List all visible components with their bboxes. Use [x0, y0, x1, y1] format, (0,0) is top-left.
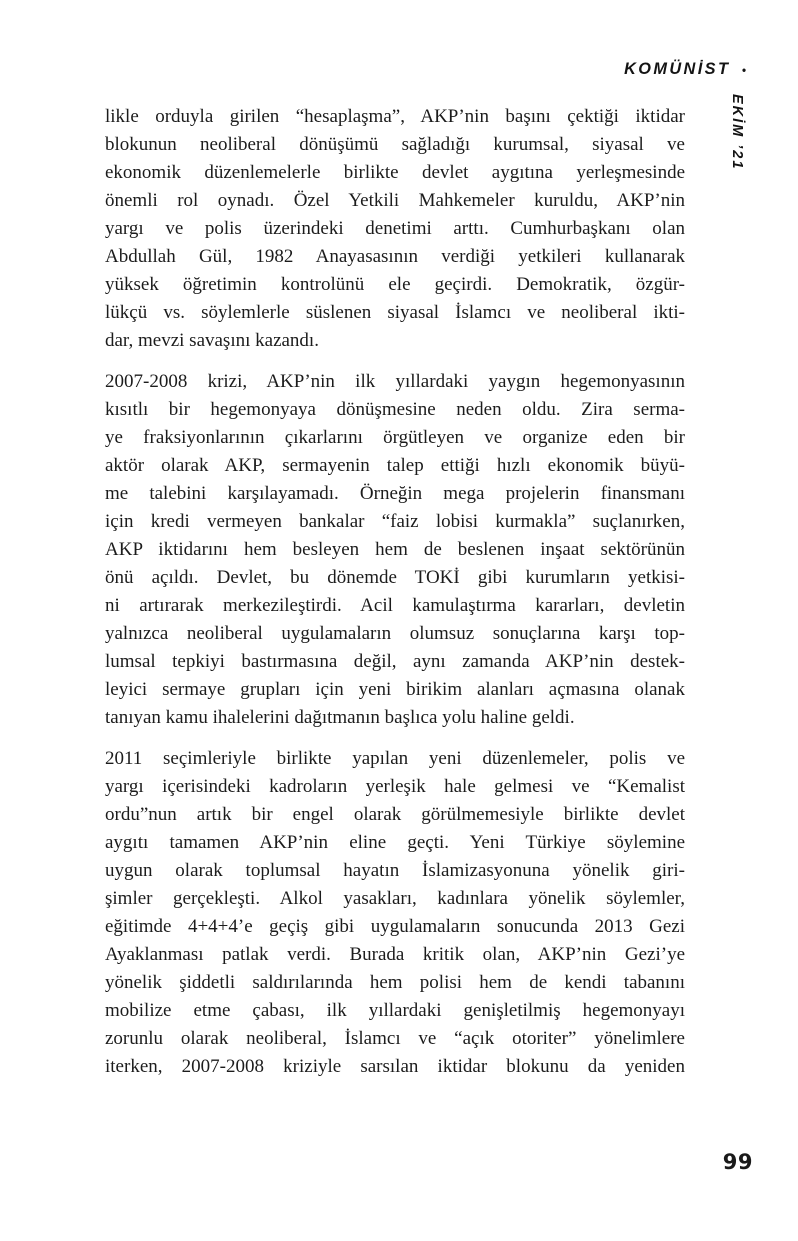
text-line: yargı ve polis üzerindeki denetimi arttı. Cumhurbaşkanı olan: [105, 218, 685, 239]
paragraph: [105, 745, 685, 1081]
paragraph: [105, 368, 685, 732]
text-line: ye fraksiyonlarının çıkarlarını örgütleyen ve organize eden bir: [105, 427, 685, 448]
text-line: Ayaklanması patlak verdi. Burada kritik olan, AKP’nin Gezi’ye: [105, 944, 685, 965]
text-line: önemli rol oynadı. Özel Yetkili Mahkemeler kuruldu, AKP’nin: [105, 190, 685, 211]
text-line: blokunun neoliberal dönüşümü sağladığı kurumsal, siyasal ve: [105, 134, 685, 155]
text-line: AKP iktidarını hem besleyen hem de beslenen inşaat sektörünün: [105, 539, 685, 560]
text-line: şimler gerçekleşti. Alkol yasakları, kadınlara yönelik söylemler,: [105, 888, 685, 909]
text-line: 2007-2008 krizi, AKP’nin ilk yıllardaki yaygın hegemonyasının: [105, 371, 685, 392]
issue-label: EKİM ’21: [729, 94, 745, 171]
text-line: eğitimde 4+4+4’e geçiş gibi uygulamaların sonucunda 2013 Gezi: [105, 916, 685, 937]
text-line: için kredi vermeyen bankalar “faiz lobisi kurmakla” suçlanırken,: [105, 511, 685, 532]
text-line: yönelik şiddetli saldırılarında hem polisi hem de kendi tabanını: [105, 972, 685, 993]
text-line: Abdullah Gül, 1982 Anayasasının verdiği yetkileri kullanarak: [105, 246, 685, 267]
text-line: önü açıldı. Devlet, bu dönemde TOKİ gibi kurumların yetkisi-: [105, 567, 685, 588]
text-line: ekonomik düzenlemelerle birlikte devlet aygıtına yerleşmesinde: [105, 162, 685, 183]
text-line: kısıtlı bir hegemonyaya dönüşmesine neden oldu. Zira serma-: [105, 399, 685, 420]
text-line: me talebini karşılayamadı. Örneğin mega projelerin finansmanı: [105, 483, 685, 504]
text-line: dar, mevzi savaşını kazandı.: [105, 330, 319, 351]
text-line: yargı içerisindeki kadroların yerleşik hale gelmesi ve “Kemalist: [105, 776, 685, 797]
text-line: lumsal tepkiyi bastırmasına değil, aynı zamanda AKP’nin destek-: [105, 651, 685, 672]
running-head: [624, 59, 746, 79]
text-line: iterken, 2007-2008 kriziyle sarsılan iktidar blokunu da yeniden: [105, 1056, 685, 1077]
paragraph: [105, 103, 685, 355]
text-line: 2011 seçimleriyle birlikte yapılan yeni düzenlemeler, polis ve: [105, 748, 685, 769]
text-line: ordu”nun artık bir engel olarak görülmemesiyle birlikte devlet: [105, 804, 685, 825]
bullet-separator-icon: •: [741, 63, 746, 77]
text-line: aktör olarak AKP, sermayenin talep ettiği hızlı ekonomik büyü-: [105, 455, 685, 476]
journal-title: KOMÜNİST: [624, 59, 731, 78]
text-line: ni artırarak merkezileştirdi. Acil kamulaştırma kararları, devletin: [105, 595, 685, 616]
text-line: zorunlu olarak neoliberal, İslamcı ve “açık otoriter” yönelimlere: [105, 1028, 685, 1049]
text-line: tanıyan kamu ihalelerini dağıtmanın başlıca yolu haline geldi.: [105, 707, 575, 728]
text-line: yüksek öğretimin kontrolünü ele geçirdi. Demokratik, özgür-: [105, 274, 685, 295]
page-number: 99: [722, 1150, 753, 1174]
text-line: yalnızca neoliberal uygulamaların olumsuz sonuçlarına karşı top-: [105, 623, 685, 644]
text-line: aygıtı tamamen AKP’nin eline geçti. Yeni Türkiye söylemine: [105, 832, 685, 853]
text-line: lükçü vs. söylemlerle süslenen siyasal İslamcı ve neoliberal ikti-: [105, 302, 685, 323]
text-line: leyici sermaye grupları için yeni birikim alanları açmasına olanak: [105, 679, 685, 700]
text-line: mobilize etme çabası, ilk yıllardaki genişletilmiş hegemonyayı: [105, 1000, 685, 1021]
text-line: likle orduyla girilen “hesaplaşma”, AKP’nin başını çektiği iktidar: [105, 106, 685, 127]
text-line: uygun olarak toplumsal hayatın İslamizasyonuna yönelik giri-: [105, 860, 685, 881]
body-text: [105, 103, 685, 1081]
